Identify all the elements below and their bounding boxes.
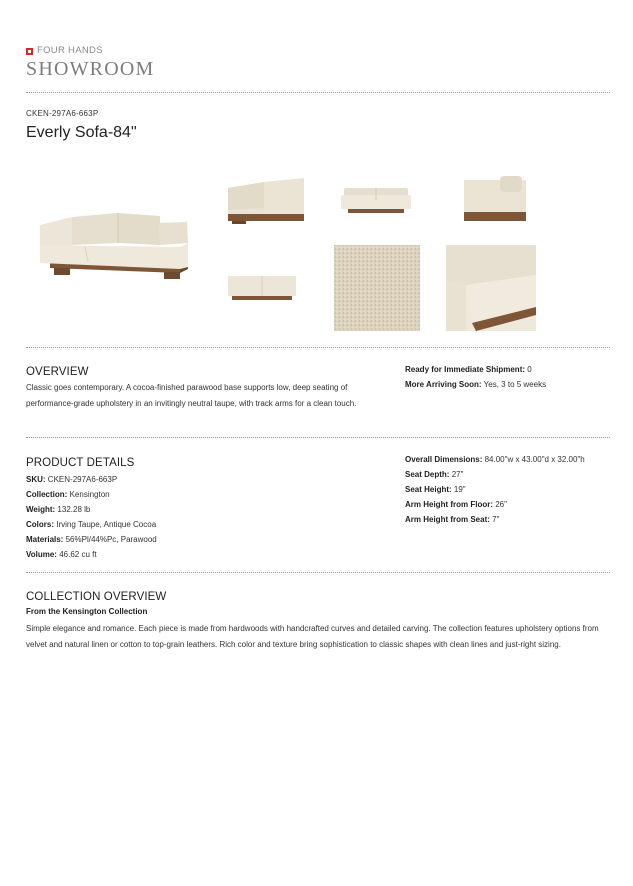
- dimension-value: 27": [451, 470, 464, 479]
- divider: [26, 347, 610, 348]
- shipment-value: 0: [527, 365, 532, 374]
- dimension-value: 19": [453, 485, 466, 494]
- divider: [26, 437, 610, 438]
- product-title: Everly Sofa-84": [26, 124, 137, 141]
- brand-name: FOUR HANDS: [37, 45, 103, 56]
- detail-row: [26, 502, 90, 517]
- collection-title: COLLECTION OVERVIEW: [26, 591, 167, 603]
- shipment-label: Ready for Immediate Shipment:: [405, 365, 526, 374]
- detail-value: CKEN-297A6-663P: [47, 475, 118, 484]
- detail-row: [26, 547, 97, 562]
- dimension-row: [405, 497, 507, 512]
- detail-row: [26, 472, 117, 487]
- dimension-value: 84.00"w x 43.00"d x 32.00"h: [484, 455, 585, 464]
- overview-title: OVERVIEW: [26, 366, 89, 378]
- divider: [26, 92, 610, 93]
- dimension-value: 7": [492, 515, 500, 524]
- brand-logo-icon: [26, 48, 33, 55]
- dimension-label: Overall Dimensions:: [405, 455, 483, 464]
- sofa-side-image[interactable]: [224, 172, 308, 227]
- product-sku: CKEN-297A6-663P: [26, 109, 99, 118]
- collection-text: Simple elegance and romance. Each piece is made from hardwoods with handcrafted curves and detailed carving. The collection features upholstery options from velvet and natural linen or cotton to top-grain leathers. Rich color and texture bring sophistication to classic shapes with clean lines and just-right sizing.: [26, 624, 599, 649]
- detail-value: 46.62 cu ft: [59, 550, 97, 559]
- sofa-front-image[interactable]: [338, 180, 414, 220]
- detail-label: SKU:: [26, 475, 46, 484]
- sofa-end-image[interactable]: [460, 172, 530, 227]
- detail-label: Collection:: [26, 490, 68, 499]
- detail-row: [26, 517, 156, 532]
- divider: [26, 572, 610, 573]
- brand-showroom-title: SHOWROOM: [26, 58, 155, 80]
- fabric-swatch-image[interactable]: [334, 245, 420, 331]
- detail-value: Kensington: [69, 490, 110, 499]
- detail-value: 56%Pl/44%Pc, Parawood: [65, 535, 157, 544]
- collection-subtitle: From the Kensington Collection: [26, 607, 148, 616]
- dimension-label: Arm Height from Seat:: [405, 515, 490, 524]
- dimension-row: [405, 482, 466, 497]
- dimension-row: [405, 512, 499, 527]
- dimension-label: Seat Height:: [405, 485, 452, 494]
- sofa-back-image[interactable]: [224, 270, 300, 304]
- product-details-title: PRODUCT DETAILS: [26, 457, 135, 469]
- detail-row: [26, 532, 157, 547]
- detail-label: Colors:: [26, 520, 54, 529]
- dimension-label: Seat Depth:: [405, 470, 450, 479]
- detail-row: [26, 487, 110, 502]
- dimension-row: [405, 467, 463, 482]
- dimension-row: [405, 452, 585, 467]
- sofa-arm-detail-image[interactable]: [446, 245, 536, 331]
- dimension-value: 26": [495, 500, 507, 509]
- shipment-row: [405, 362, 532, 377]
- detail-label: Volume:: [26, 550, 57, 559]
- detail-label: Weight:: [26, 505, 56, 514]
- overview-text: Classic goes contemporary. A cocoa-finished parawood base supports low, deep seating of performance-grade upholstery in an invitingly neutral taupe, with track arms for a clean touch.: [26, 383, 357, 408]
- detail-value: Irving Taupe, Antique Cocoa: [56, 520, 157, 529]
- sofa-main-image[interactable]: [30, 195, 200, 285]
- detail-label: Materials:: [26, 535, 64, 544]
- dimension-label: Arm Height from Floor:: [405, 500, 493, 509]
- arriving-label: More Arriving Soon:: [405, 380, 482, 389]
- detail-value: 132.28 lb: [57, 505, 91, 514]
- arriving-row: [405, 377, 546, 392]
- arriving-value: Yes, 3 to 5 weeks: [483, 380, 547, 389]
